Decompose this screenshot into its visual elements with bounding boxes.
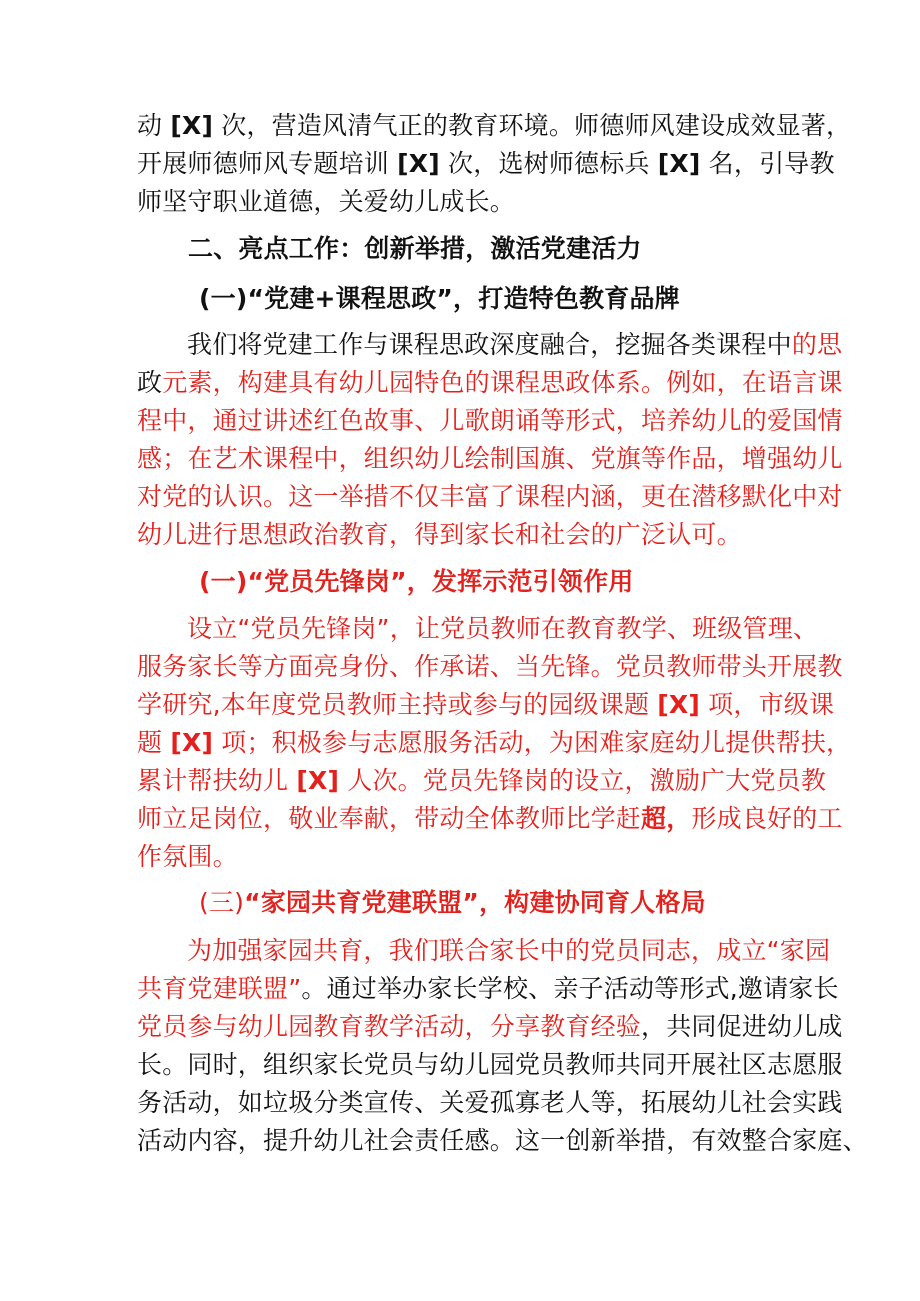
paragraph-line: 作氛围。 — [137, 842, 238, 871]
subsection-heading: (一)“党员先锋岗”，发挥示范引领作用 — [199, 567, 634, 596]
paragraph-line: 务活动，如垃圾分类宣传、关爱孤寡老人等，拓展幼儿社会实践 — [137, 1088, 843, 1117]
paragraph-line: 师立足岗位，敬业奉献，带动全体教师比学赶超，形成良好的工 — [137, 804, 843, 833]
section-heading: 二、亮点工作：创新举措，激活党建活力 — [188, 234, 642, 263]
paragraph-line: 学研究,本年度党员教师主持或参与的园级课题 [X] 项，市级课 — [137, 690, 835, 719]
paragraph-line: 服务家长等方面亮身份、作承诺、当先锋。党员教师带头开展教 — [137, 652, 843, 681]
text-line: 开展师德师风专题培训 [X] 次，选树师德标兵 [X] 名，引导教 — [137, 149, 835, 178]
paragraph-line: 党员参与幼儿园教育教学活动，分享教育经验，共同促进幼儿成 — [137, 1012, 843, 1041]
paragraph-line: 累计帮扶幼儿 [X] 人次。党员先锋岗的设立，激励广大党员教 — [137, 766, 827, 795]
paragraph-line: 政元素，构建具有幼儿园特色的课程思政体系。例如，在语言课 — [137, 368, 843, 397]
paragraph-line: 程中，通过讲述红色故事、儿歌朗诵等形式，培养幼儿的爱国情 — [137, 406, 843, 435]
subsection-heading: (一)“党建+课程思政”，打造特色教育品牌 — [199, 284, 680, 313]
subsection-heading: (三)“家园共育党建联盟”，构建协同育人格局 — [199, 888, 706, 917]
paragraph-line: 活动内容，提升幼儿社会责任感。这一创新举措，有效整合家庭、 — [137, 1126, 868, 1155]
text-line: 师坚守职业道德，关爱幼儿成长。 — [137, 187, 516, 216]
paragraph-line: 为加强家园共育，我们联合家长中的党员同志，成立“家园 — [187, 936, 831, 965]
paragraph-line: 长。同时，组织家长党员与幼儿园党员教师共同开展社区志愿服 — [137, 1050, 843, 1079]
paragraph-line: 我们将党建工作与课程思政深度融合，挖掘各类课程中的思 — [187, 330, 843, 359]
paragraph-line: 共育党建联盟”。通过举办家长学校、亲子活动等形式,邀请家长 — [137, 974, 839, 1003]
paragraph-line: 幼儿进行思想政治教育，得到家长和社会的广泛认可。 — [137, 520, 742, 549]
paragraph-line: 设立“党员先锋岗”，让党员教师在教育教学、班级管理、 — [187, 614, 819, 643]
paragraph-line: 题 [X] 项；积极参与志愿服务活动，为困难家庭幼儿提供帮扶， — [137, 728, 852, 757]
text-line: 动 [X] 次，营造风清气正的教育环境。师德师风建设成效显著， — [137, 111, 852, 140]
paragraph-line: 感；在艺术课程中，组织幼儿绘制国旗、党旗等作品，增强幼儿 — [137, 444, 843, 473]
paragraph-line: 对党的认识。这一举措不仅丰富了课程内涵，更在潜移默化中对 — [137, 482, 843, 511]
